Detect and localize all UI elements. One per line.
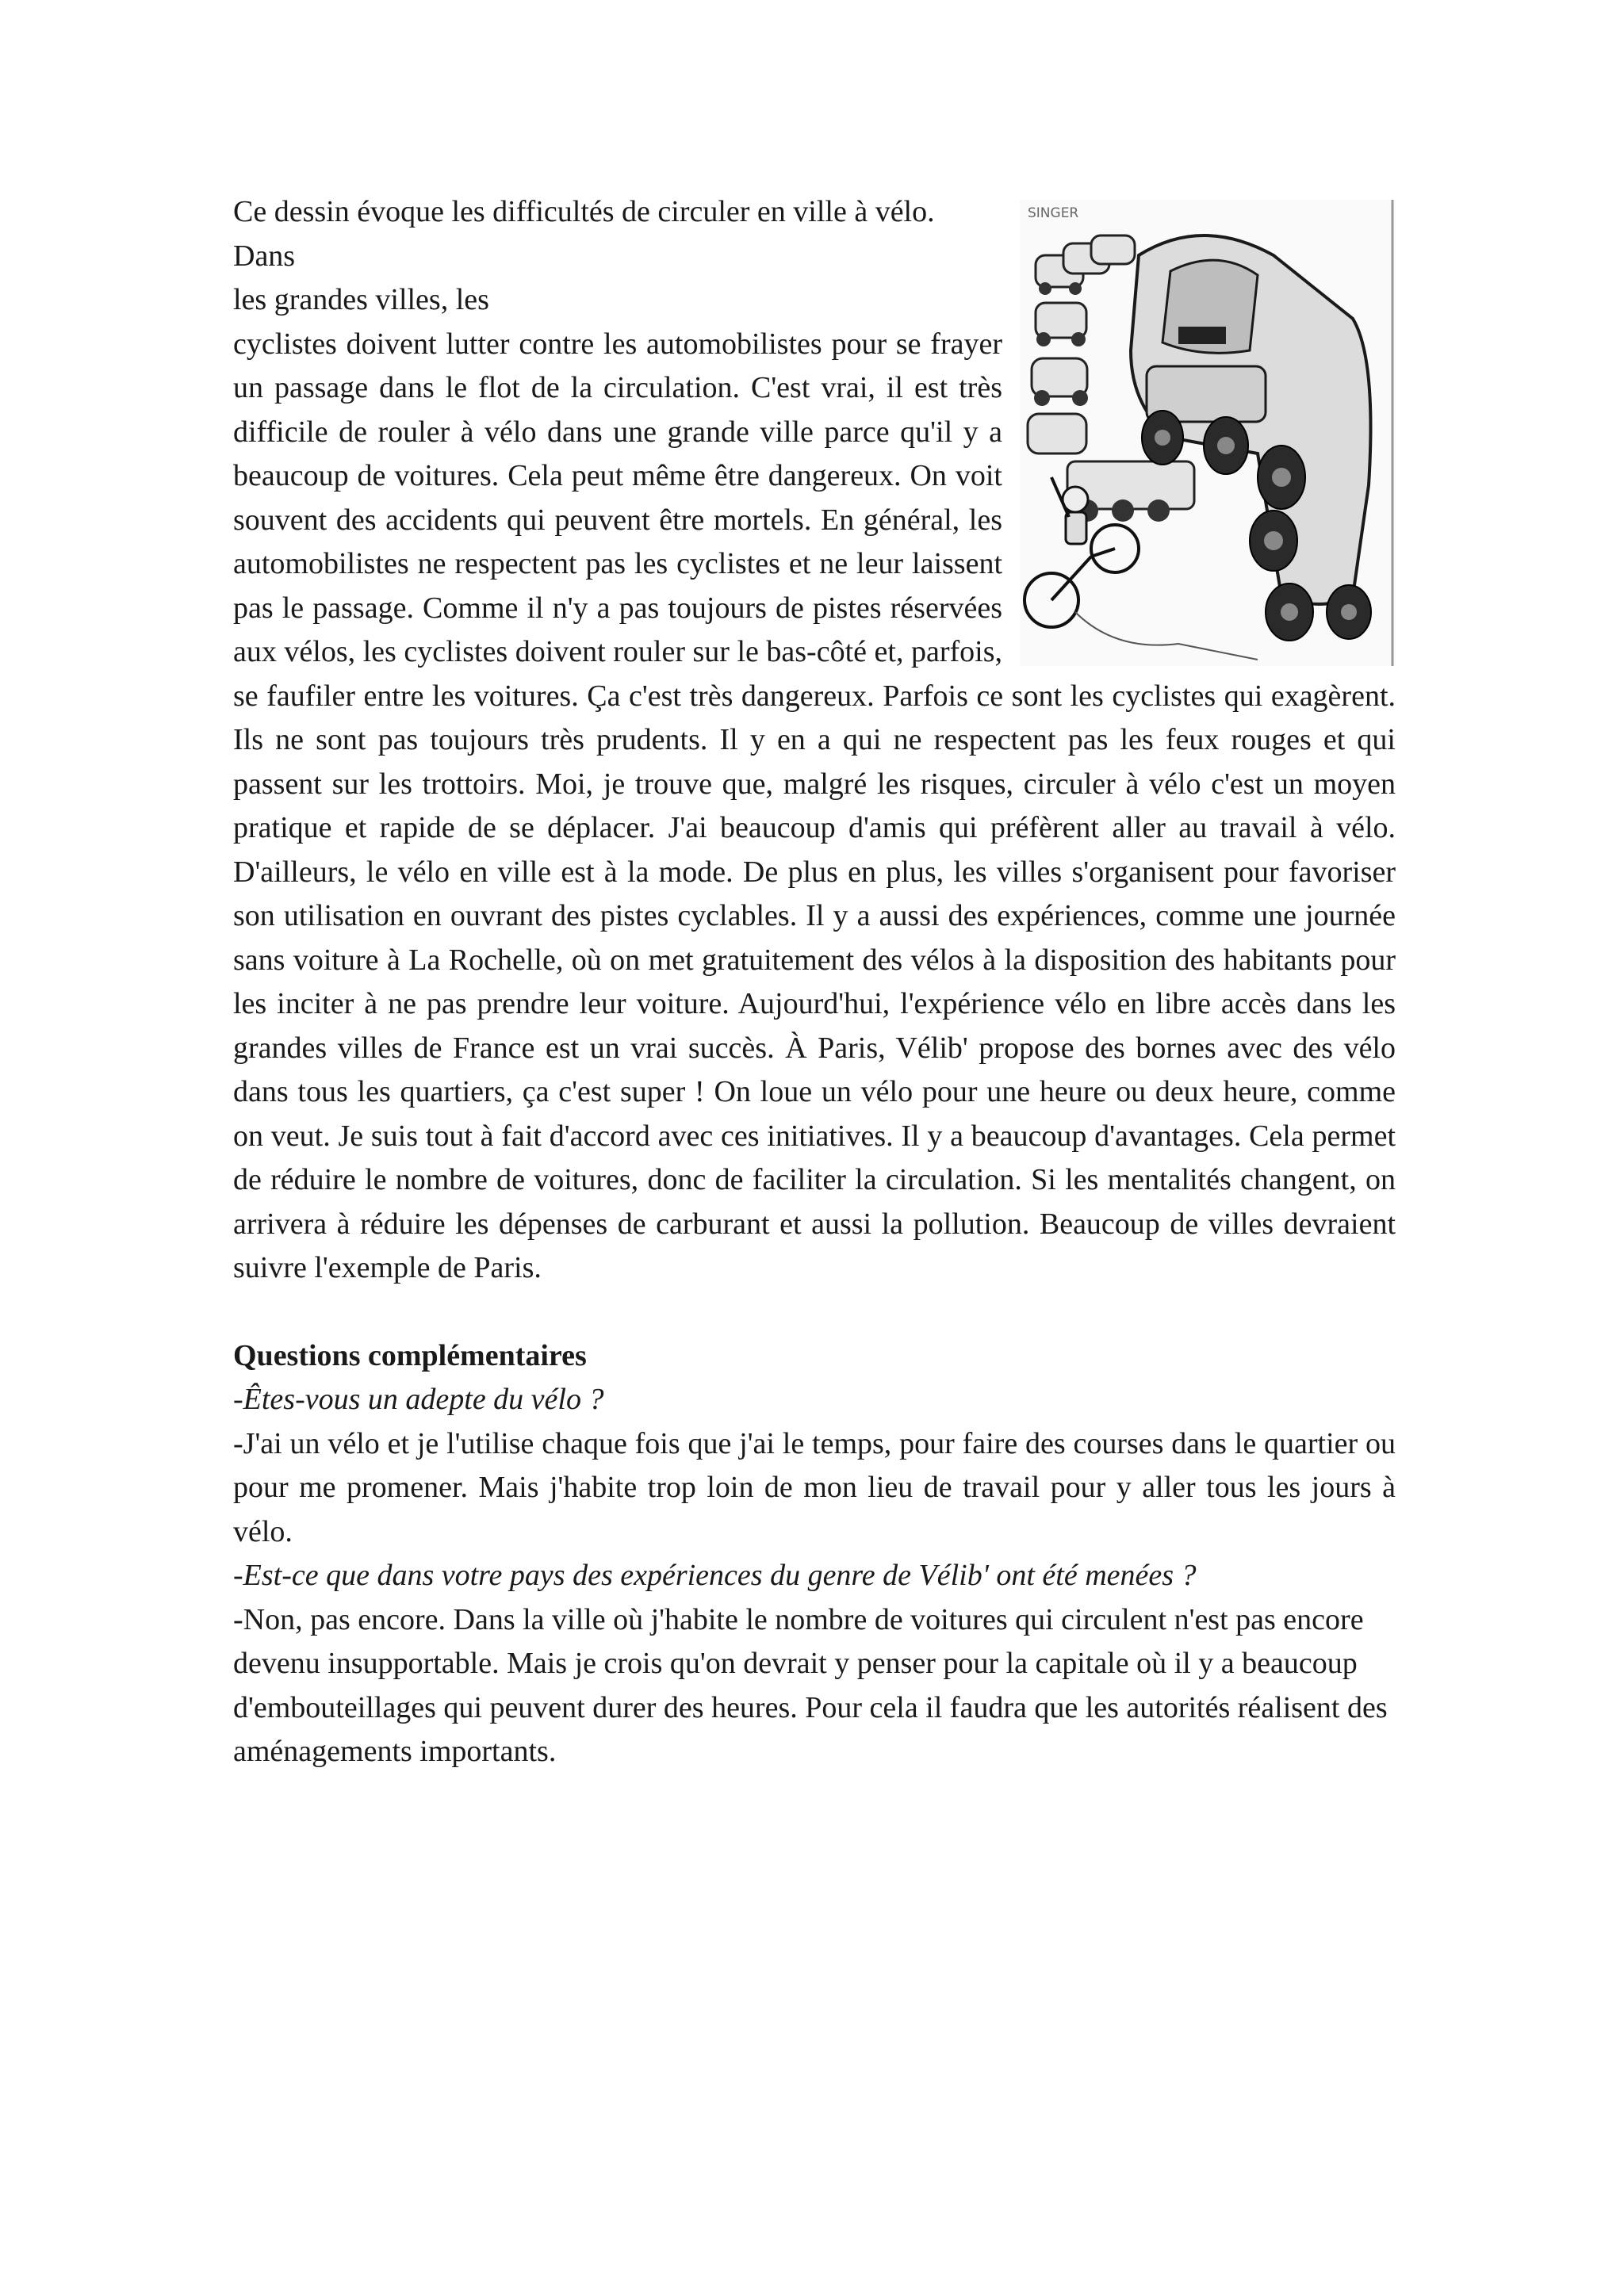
question-2-dash: - — [233, 1559, 243, 1592]
question-2-text: Est-ce que dans votre pays des expériences du genre de Vélib' ont été menées ? — [243, 1559, 1197, 1592]
answer-2: -Non, pas encore. Dans la ville où j'habite le nombre de voitures qui circulent n'est pas encore devenu insupportable. Mais je crois qu'on devrait y penser pour la capitale où il y a beaucoup d'embouteillages qui peuvent durer des heures. Pour cela il faudra que les autorités réalisent des aménagements importants. — [233, 1602, 1388, 1768]
cartoon-drawing — [1020, 200, 1396, 666]
question-1-text: Êtes-vous un adepte du vélo ? — [243, 1383, 604, 1416]
answer-1: -J'ai un vélo et je l'utilise chaque fois que j'ai le temps, pour faire des courses dans le quartier ou pour me promener. Mais j'habite trop loin de mon lieu de travail pour y aller tous les jours à vélo. — [233, 1426, 1396, 1548]
question-1-dash: - — [233, 1383, 243, 1416]
cartoon-illustration — [1020, 200, 1396, 666]
intro-line-2: les grandes villes, les — [233, 283, 489, 316]
intro-line-1: Ce dessin évoque les difficultés de circuler en ville à vélo. Dans — [233, 195, 935, 273]
document-page — [233, 190, 1396, 1774]
cartoon-signature: SINGER — [1028, 205, 1079, 221]
question-2 — [233, 1554, 1396, 1598]
questions-heading: Questions complémentaires — [233, 1338, 587, 1372]
intro-body: cyclistes doivent lutter contre les automobilistes pour se frayer un passage dans le flot de la circulation. C'est vrai, il est très difficile de rouler à vélo dans une grande ville parce qu'il y a beaucoup de voitures. Cela peut même être dangereux. On voit souvent des accidents qui peuvent être mortels. En général, les automobilistes ne respectent pas les cyclistes et ne leur laissent pas le passage. Comme il n'y a pas toujours de pistes réservées aux vélos, les cyclistes doivent rouler sur le bas-côté et, parfois, se faufiler entre les voitures. Ça c'est très dangereux. Parfois ce sont les cyclistes qui exagèrent. Ils ne sont pas toujours très prudents. Il y en a qui ne respectent pas les feux rouges et qui passent sur les trottoirs. Moi, je trouve que, malgré les risques, circuler à vélo c'est un moyen pratique et rapide de se déplacer. J'ai beaucoup d'amis qui préfèrent aller au travail à vélo. D'ailleurs, le vélo en ville est à la mode. De plus en plus, les villes s'organisent pour favoriser son utilisation en ouvrant des pistes cyclables. Il y a aussi des expériences, comme une journée sans voiture à La Rochelle, où on met gratuitement des vélos à la disposition des habitants pour les inciter à ne pas prendre leur voiture. Aujourd'hui, l'expérience vélo en libre accès dans les grandes villes de France est un vrai succès. À Paris, Vélib' propose des bornes avec des vélo dans tous les quartiers, ça c'est super ! On loue un vélo pour une heure ou deux heure, comme on veut. Je suis tout à fait d'accord avec ces initiatives. Il y a beaucoup d'avantages. Cela permet de réduire le nombre de voitures, donc de faciliter la circulation. Si les mentalités changent, on arrivera à réduire les dépenses de carburant et aussi la pollution. Beaucoup de villes devraient suivre l'exemple de Paris. — [233, 327, 1396, 1284]
question-1 — [233, 1378, 1396, 1422]
